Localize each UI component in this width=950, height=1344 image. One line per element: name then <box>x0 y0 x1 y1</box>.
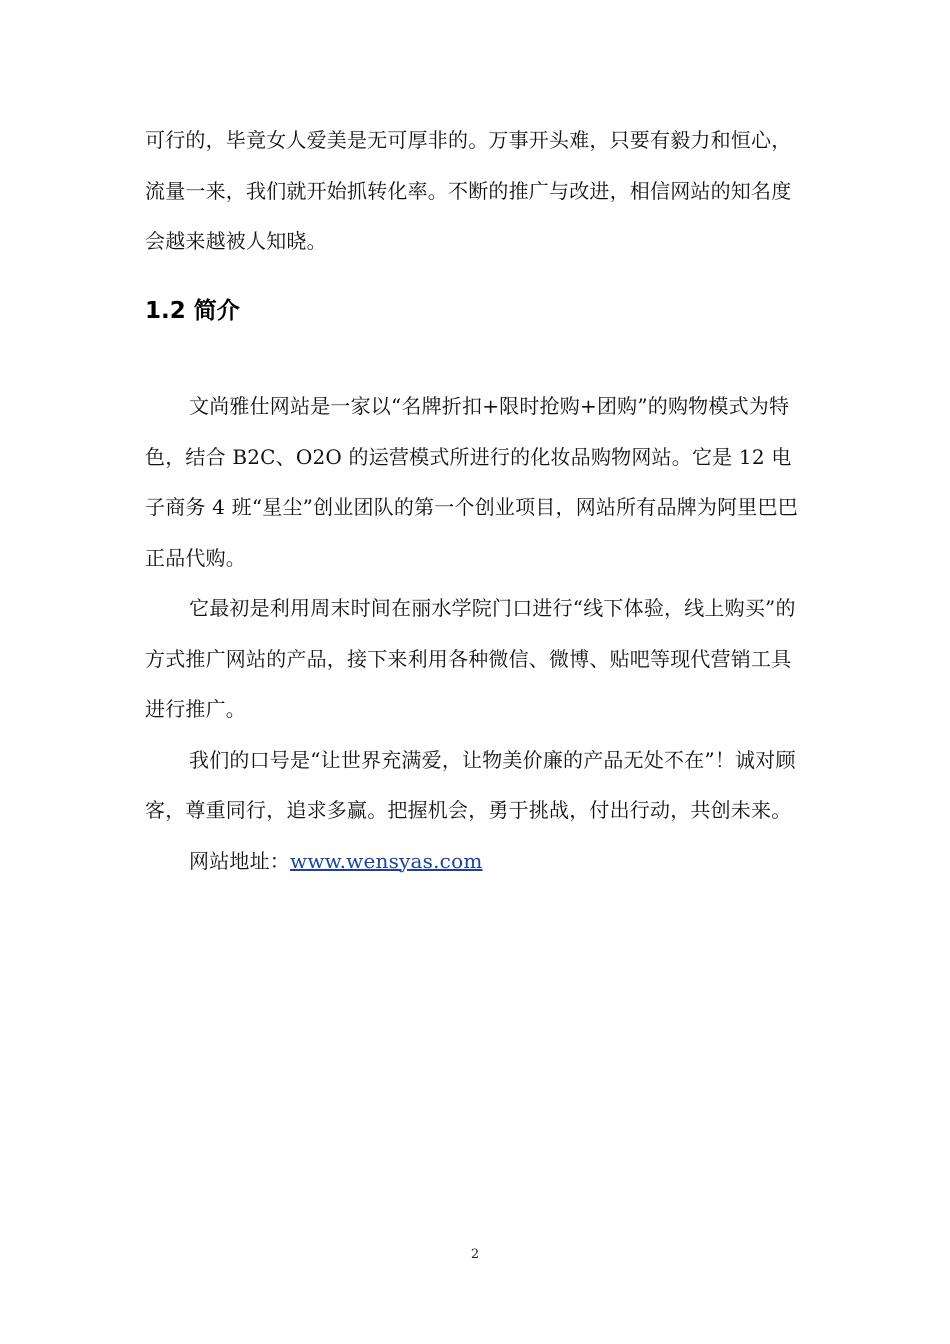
website-address-label: 网站地址： <box>189 848 290 873</box>
introduction-body <box>145 381 810 886</box>
website-address-line <box>145 836 810 887</box>
website-link[interactable]: www.wensyas.com <box>290 848 483 873</box>
section-heading: 1.2 简介 <box>145 298 240 324</box>
paragraph-promotion: 它最初是利用周末时间在丽水学院门口进行“线下体验，线上购买”的方式推广网站的产品，接下来利用各种微信、微博、贴吧等现代营销工具进行推广。 <box>145 596 796 721</box>
continued-paragraph: 可行的，毕竟女人爱美是无可厚非的。万事开头难，只要有毅力和恒心，流量一来，我们就开始抓转化率。不断的推广与改进，相信网站的知名度会越来越被人知晓。 <box>145 128 792 253</box>
paragraph-slogan: 我们的口号是“让世界充满爱，让物美价廉的产品无处不在”！诚对顾客，尊重同行，追求多赢。把握机会，勇于挑战，付出行动，共创未来。 <box>145 747 796 822</box>
paragraph-about-site: 文尚雅仕网站是一家以“名牌折扣+限时抢购+团购”的购物模式为特色，结合 B2C、O2O 的运营模式所进行的化妆品购物网站。它是 12 电子商务 4 班“星尘”创业团队的第一个创业项目，网站所有品牌为阿里巴巴正品代购。 <box>145 394 798 570</box>
page-number: 2 <box>470 1247 480 1262</box>
